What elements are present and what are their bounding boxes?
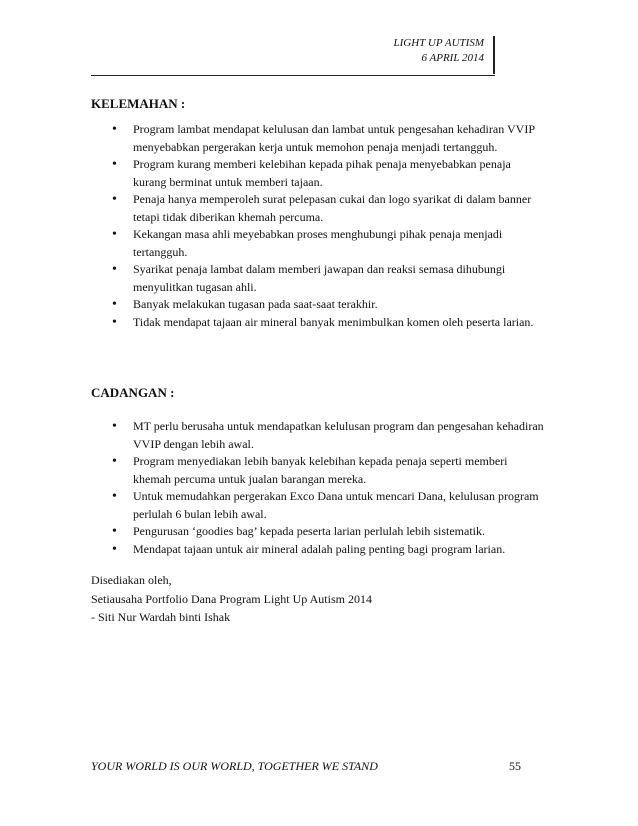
list-item: • Tidak mendapat tajaan air mineral banyak menimbulkan komen oleh peserta larian. [112, 314, 547, 332]
list-item: • Syarikat penaja lambat dalam memberi jawapan dan reaksi semasa dihubungi menyulitkan tugasan ahli. [112, 261, 547, 296]
list-item: • Banyak melakukan tugasan pada saat-saat terakhir. [112, 296, 547, 314]
list-item: • Kekangan masa ahli meyebabkan proses menghubungi pihak penaja menjadi tertangguh. [112, 226, 547, 261]
list-item: • Program lambat mendapat kelulusan dan lambat untuk pengesahan kehadiran VVIP menyebabkan pergerakan kerja untuk memohon penaja menjadi tertangguh. [112, 121, 547, 156]
prepared-by-label: Disediakan oleh, [91, 573, 172, 587]
page-number: 55 [509, 759, 521, 773]
prepared-by-name: - Siti Nur Wardah binti Ishak [91, 610, 231, 624]
prepared-by [91, 571, 372, 627]
list-item: • Mendapat tajaan untuk air mineral adalah paling penting bagi program larian. [112, 541, 547, 559]
list-item: • MT perlu berusaha untuk mendapatkan kelulusan program dan pengesahan kehadiran VVIP dengan lebih awal. [112, 418, 547, 453]
header-horizontal-rule [91, 75, 495, 76]
list-item: • Untuk memudahkan pergerakan Exco Dana untuk mencari Dana, kelulusan program perlulah 6 bulan lebih awal. [112, 488, 547, 523]
list-item: • Pengurusan ‘goodies bag’ kepada peserta larian perlulah lebih sistematik. [112, 523, 547, 541]
header-date: 6 APRIL 2014 [421, 52, 484, 64]
suggestions-list [112, 418, 547, 558]
suggestions-title: CADANGAN : [91, 385, 175, 400]
list-item: • Program menyediakan lebih banyak kelebihan kepada penaja seperti memberi khemah percuma untuk jualan barangan mereka. [112, 453, 547, 488]
footer-slogan: YOUR WORLD IS OUR WORLD, TOGETHER WE STAND [91, 759, 378, 773]
header-event: LIGHT UP AUTISM [393, 37, 484, 49]
list-item: • Program kurang memberi kelebihan kepada pihak penaja menyebabkan penaja kurang berminat untuk memberi tajaan. [112, 156, 547, 191]
weaknesses-title: KELEMAHAN : [91, 96, 186, 111]
prepared-by-position: Setiausaha Portfolio Dana Program Light Up Autism 2014 [91, 591, 372, 606]
header-text [284, 36, 492, 66]
list-item: • Penaja hanya memperoleh surat pelepasan cukai dan logo syarikat di dalam banner tetapi tidak diberikan khemah percuma. [112, 191, 547, 226]
header-vertical-rule [493, 36, 495, 74]
weaknesses-list [112, 121, 547, 331]
